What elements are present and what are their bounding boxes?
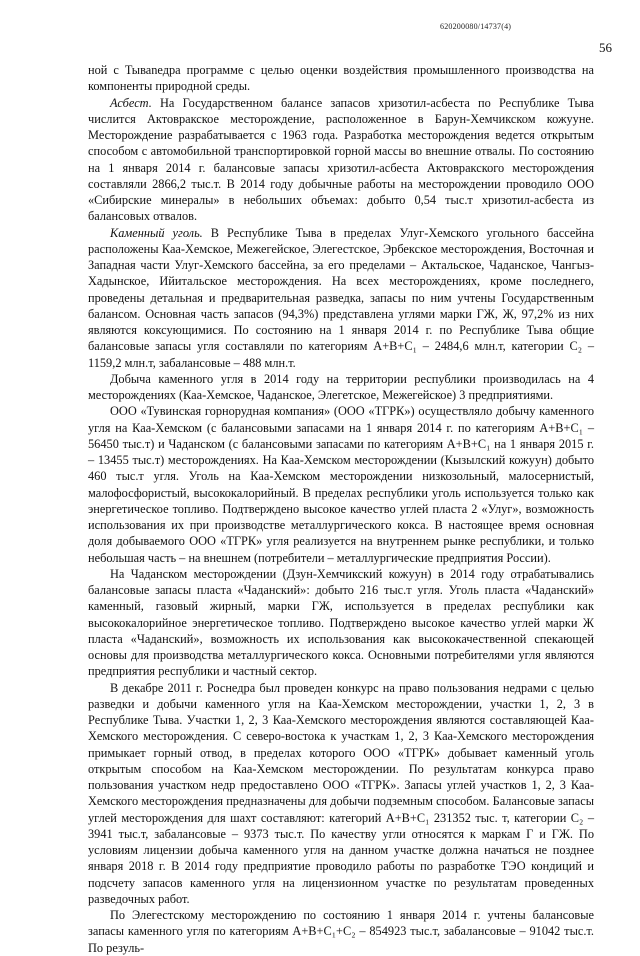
paragraph-lead: Асбест.: [110, 95, 152, 110]
paragraph-text: По Элегестскому месторождению по состоянию 1 января 2014 г. учтены балансовые запасы каменного угля по категориям А+В+С₁+С₂ – 854923 тыс.т, забалансовые – 91042 тыс.т. По резуль-: [88, 908, 594, 955]
paragraph: [88, 680, 594, 908]
document-code: 620200080/14737(4): [440, 22, 512, 31]
paragraph-text: ООО «Тувинская горнорудная компания» (ООО «ТГРК») осуществляло добычу каменного угля на Каа-Хемском (с балансовыми запасами на 1 января 2014 г. по категориям А+В+С₁ – 56450 тыс.т) и Чаданском (с балансовыми запасами по категориям А+В+С₁ на 1 января 2015 г. – 13455 тыс.т) месторождениях. На Каа-Хемском месторождении (Кызылский кожуун) добыто 460 тыс.т угля. Уголь на Каа-Хемском месторождении низкозольный, малосернистый, малофосфористый, высококалорийный. В пределах республики уголь используется только как энергетическое топливо. Подтверждено высокое качество углей пласта 2 «Улуг», возможность использования их при производстве металлургического кокса. В настоящее время основная доля добываемого ООО «ТГРК» угля реализуется на внутреннем рынке республики, и только небольшая часть – на внешнем (потребители – металлургические предприятия России).: [88, 404, 594, 565]
paragraph: [88, 566, 594, 680]
paragraph-text: На Государственном балансе запасов хризотил-асбеста по Республике Тыва числится Актовракское месторождение, расположенное в Барун-Хемчикском кожууне. Месторождение разрабатывается с 1963 года. Разработка месторождения ведется открытым способом с автомобильной транспортировкой горной массы во внешние отвалы. По состоянию на 1 января 2014 г. балансовые запасы хризотил-асбеста Актовракского месторождения составляли 2866,2 тыс.т. В 2014 году добычные работы на месторождении проводило ООО «Сибирские минералы» в небольших объемах: добыто 0,54 тыс.т хризотил-асбеста из балансовых отвалов.: [88, 95, 594, 224]
paragraph-text: В Республике Тыва в пределах Улуг-Хемского угольного бассейна расположены Каа-Хемское, Межегейское, Элегестское, Эрбекское месторождения, Восточная и Западная части Улуг-Хемского бассейна, за его пределами – Актальское, Чаданское, Чангыз-Хадынское, Ийитальское месторождения. На всех месторождениях, кроме последнего, проведены детальная и предварительная разведка, запасы по ним учтены Государственным балансом. Основная часть запасов (94,3%) представлена углями марки ГЖ, Ж, 97,2% из них являются коксующимися. По состоянию на 1 января 2014 г. по Республике Тыва общие балансовые запасы угля составляли по категориям А+В+С₁ – 2484,6 млн.т, категории С₂ – 1159,2 млн.т, забалансовые – 488 млн.т.: [88, 225, 595, 370]
paragraph-text: ной с Тываnедра программе с целью оценки воздействия промышленного производства на компоненты природной среды.: [88, 63, 594, 94]
document-body: [88, 62, 594, 956]
paragraph-text: На Чаданском месторождении (Дзун-Хемчикский кожуун) в 2014 году отрабатывались балансовые запасы пласта «Чаданский»: добыто 216 тыс.т угля. Уголь пласта «Чаданский» каменный, газовый жирный, марки ГЖ, используется в пределах республики как высококалорийное энергетическое топливо. Подтверждено высокое качество углей марки Ж пласта «Чаданский», возможность их использования как высококачественной спекающей основы для производства металлургического кокса. Основными потребителями угля являются предприятия республики и частный сектор.: [88, 566, 594, 679]
paragraph-coal: [88, 225, 594, 371]
page-number: 56: [599, 40, 612, 55]
paragraph-text: В декабре 2011 г. Роснедра был проведен конкурс на право пользования недрами с целью разведки и добычи каменного угля на Каа-Хемском месторождении, участки 1, 2, 3 в Республике Тыва. Участки 1, 2, 3 Каа-Хемского месторождения являются составляющей Каа-Хемского месторождения. С северо-востока к участкам 1, 2, 3 Каа-Хемского месторождения примыкает горный отвод, в пределах которого ООО «ТГРК» добывает каменный уголь открытым способом на Каа-Хемском месторождении. По результатам конкурса право пользования участком недр предоставлено ООО «ТГРК». Запасы углей участков 1, 2, 3 Каа-Хемского месторождения предназначены для добычи подземным способом. Балансовые запасы углей месторождения для шахт составляют: категорий А+В+С₁ 231352 тыс. т, категории С₂ – 3941 тыс.т, забалансовые – 9373 тыс.т. По качеству угли относятся к маркам Г и ГЖ. По условиям лицензии добыча каменного угля на данном участке должна начаться не позднее января 2018 г. В 2014 году предприятие проводило работы по разработке ТЭО кондиций и подсчету запасов каменного угля на лицензионном участке по результатам проведенных разведочных работ.: [88, 680, 594, 906]
paragraph: [88, 403, 594, 566]
paragraph-lead: Каменный уголь.: [110, 225, 203, 240]
paragraph: [88, 371, 594, 404]
paragraph-asbestos: [88, 95, 594, 225]
paragraph: [88, 907, 594, 956]
paragraph: [88, 62, 594, 95]
paragraph-text: Добыча каменного угля в 2014 году на территории республики производилась на 4 месторождениях (Каа-Хемское, Чаданское, Элегетское, Межегейское) 3 предприятиями.: [88, 371, 594, 402]
